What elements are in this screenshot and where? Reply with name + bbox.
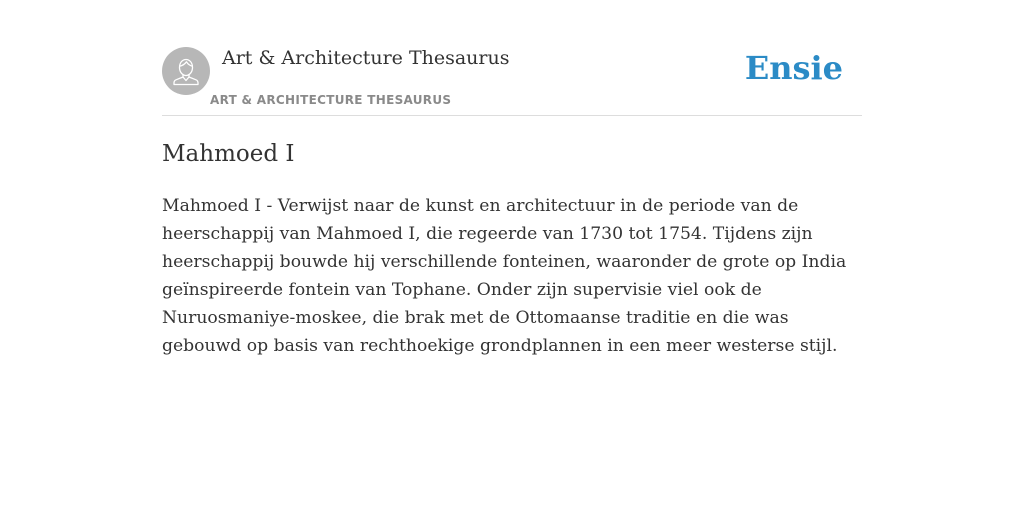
author-name[interactable]: Art & Architecture Thesaurus	[222, 47, 510, 69]
author-category-tag[interactable]: ART & ARCHITECTURE THESAURUS	[210, 93, 452, 107]
author-avatar[interactable]	[162, 47, 210, 95]
brand-logo[interactable]: Ensie	[744, 49, 843, 87]
entry-definition: Mahmoed I - Verwijst naar de kunst en architectuur in de periode van de heerschappij van Mahmoed I, die regeerde van 1730 tot 1754. Tijdens zijn heerschappij bouwde hij verschillende fonteinen, waaronder de grote op India geïnspireerde fontein van Tophane. Onder zijn supervisie viel ook de Nuruosmaniye-moskee, die brak met de Ottomaanse traditie en die was gebouwd op basis van rechthoekige grondplannen in een meer westerse stijl.	[162, 196, 847, 356]
entry-title: Mahmoed I	[162, 141, 295, 167]
page-container	[162, 0, 862, 356]
entry-header	[162, 0, 862, 116]
user-silhouette-icon	[162, 47, 210, 95]
